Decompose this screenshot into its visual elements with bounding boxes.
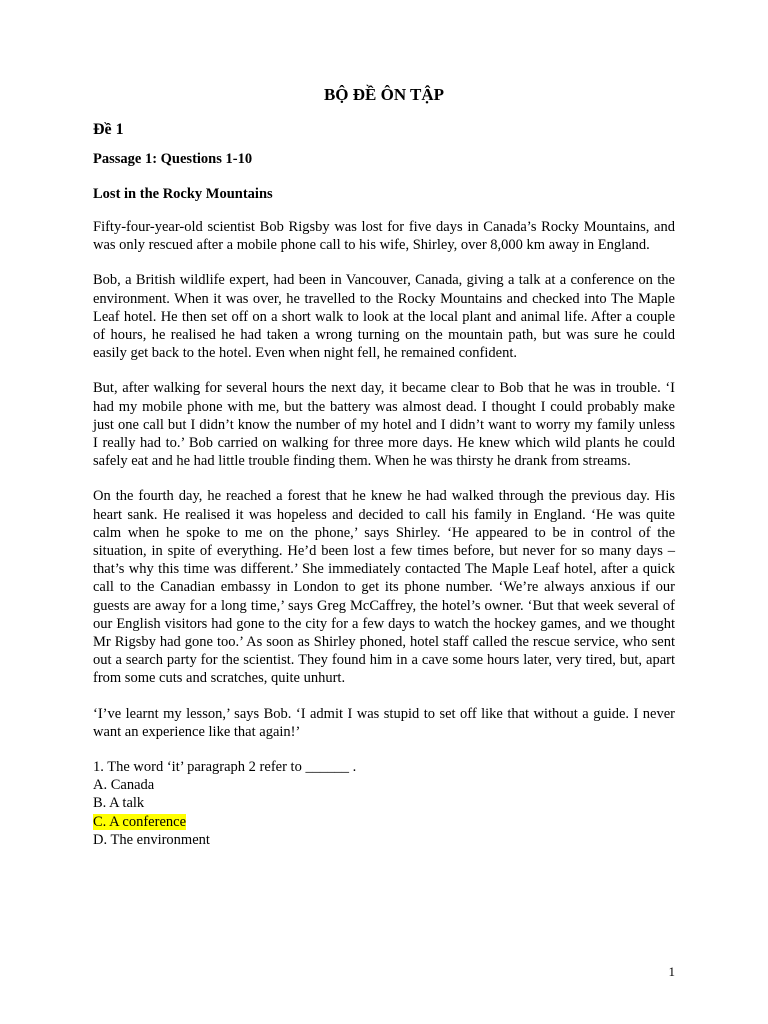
passage-paragraph-2: Bob, a British wildlife expert, had been in Vancouver, Canada, giving a talk at a conference on the environment. When it was over, he travelled to the Rocky Mountains and checked into The Maple Leaf hotel. He then set off on a short walk to look at the local plant and animal life. After a couple of hours, he realised he had taken a wrong turning on the mountain path, but was sure he could easily get back to the hotel. Even when night fell, he remained confident. [93,272,675,362]
page-number: 1 [668,964,675,979]
option-b [93,794,675,812]
option-a-label: A. Canada [93,777,155,794]
exam-heading: Đề 1 [93,121,124,138]
passage-title: Lost in the Rocky Mountains [93,186,273,202]
passage-paragraph-1: Fifty-four-year-old scientist Bob Rigsby was lost for five days in Canada’s Rocky Mountains, and was only rescued after a mobile phone call to his wife, Shirley, over 8,000 km away in England. [93,219,675,254]
option-c-label-highlighted: C. A conference [93,813,187,830]
option-d-label: D. The environment [93,831,210,848]
question-text: 1. The word ‘it’ paragraph 2 refer to ______ . [93,759,357,776]
option-b-label: B. A talk [93,795,145,812]
document-page [93,84,675,849]
option-a [93,776,675,794]
passage-paragraph-3: But, after walking for several hours the next day, it became clear to Bob that he was in trouble. ‘I had my mobile phone with me, but the battery was almost dead. I thought I could probably make just one call but I didn’t know the number of my hotel and I didn’t want to worry my family unless I really had to.’ Bob carried on walking for three more days. He knew which wild plants he could safely eat and he had little trouble finding them. When he was thirsty he drank from streams. [93,380,675,470]
option-d [93,831,675,849]
section-heading: Passage 1: Questions 1-10 [93,151,253,167]
option-c [93,813,675,831]
document-title: BỘ ĐỀ ÔN TẬP [323,85,445,104]
question-1 [93,758,675,849]
passage-paragraph-4: On the fourth day, he reached a forest that he knew he had walked through the previous day. His heart sank. He realised it was hopeless and decided to call his family in England. ‘He was quite calm when he spoke to me on the phone,’ says Shirley. ‘He appeared to be in control of the situation, in spite of everything. He’d been lost a few times before, but never for so many days – that’s why this time was different.’ She immediately contacted The Maple Leaf hotel, after a quick call to the Canadian embassy in London to get its phone number. ‘We’re always anxious if our guests are away for a long time,’ says Greg McCaffrey, the hotel’s owner. ‘But that week several of our English visitors had gone to the city for a few days to watch the hockey games, and we thought Mr Rigsby had gone too.’ As soon as Shirley phoned, hotel staff called the rescue service, who sent out a search party for the scientist. They found him in a cave some hours later, very tired, but, apart from some cuts and scratches, quite unhurt. [93,488,675,687]
passage-paragraph-5: ‘I’ve learnt my lesson,’ says Bob. ‘I admit I was stupid to set off like that without a guide. I never want an experience like that again!’ [93,705,675,740]
